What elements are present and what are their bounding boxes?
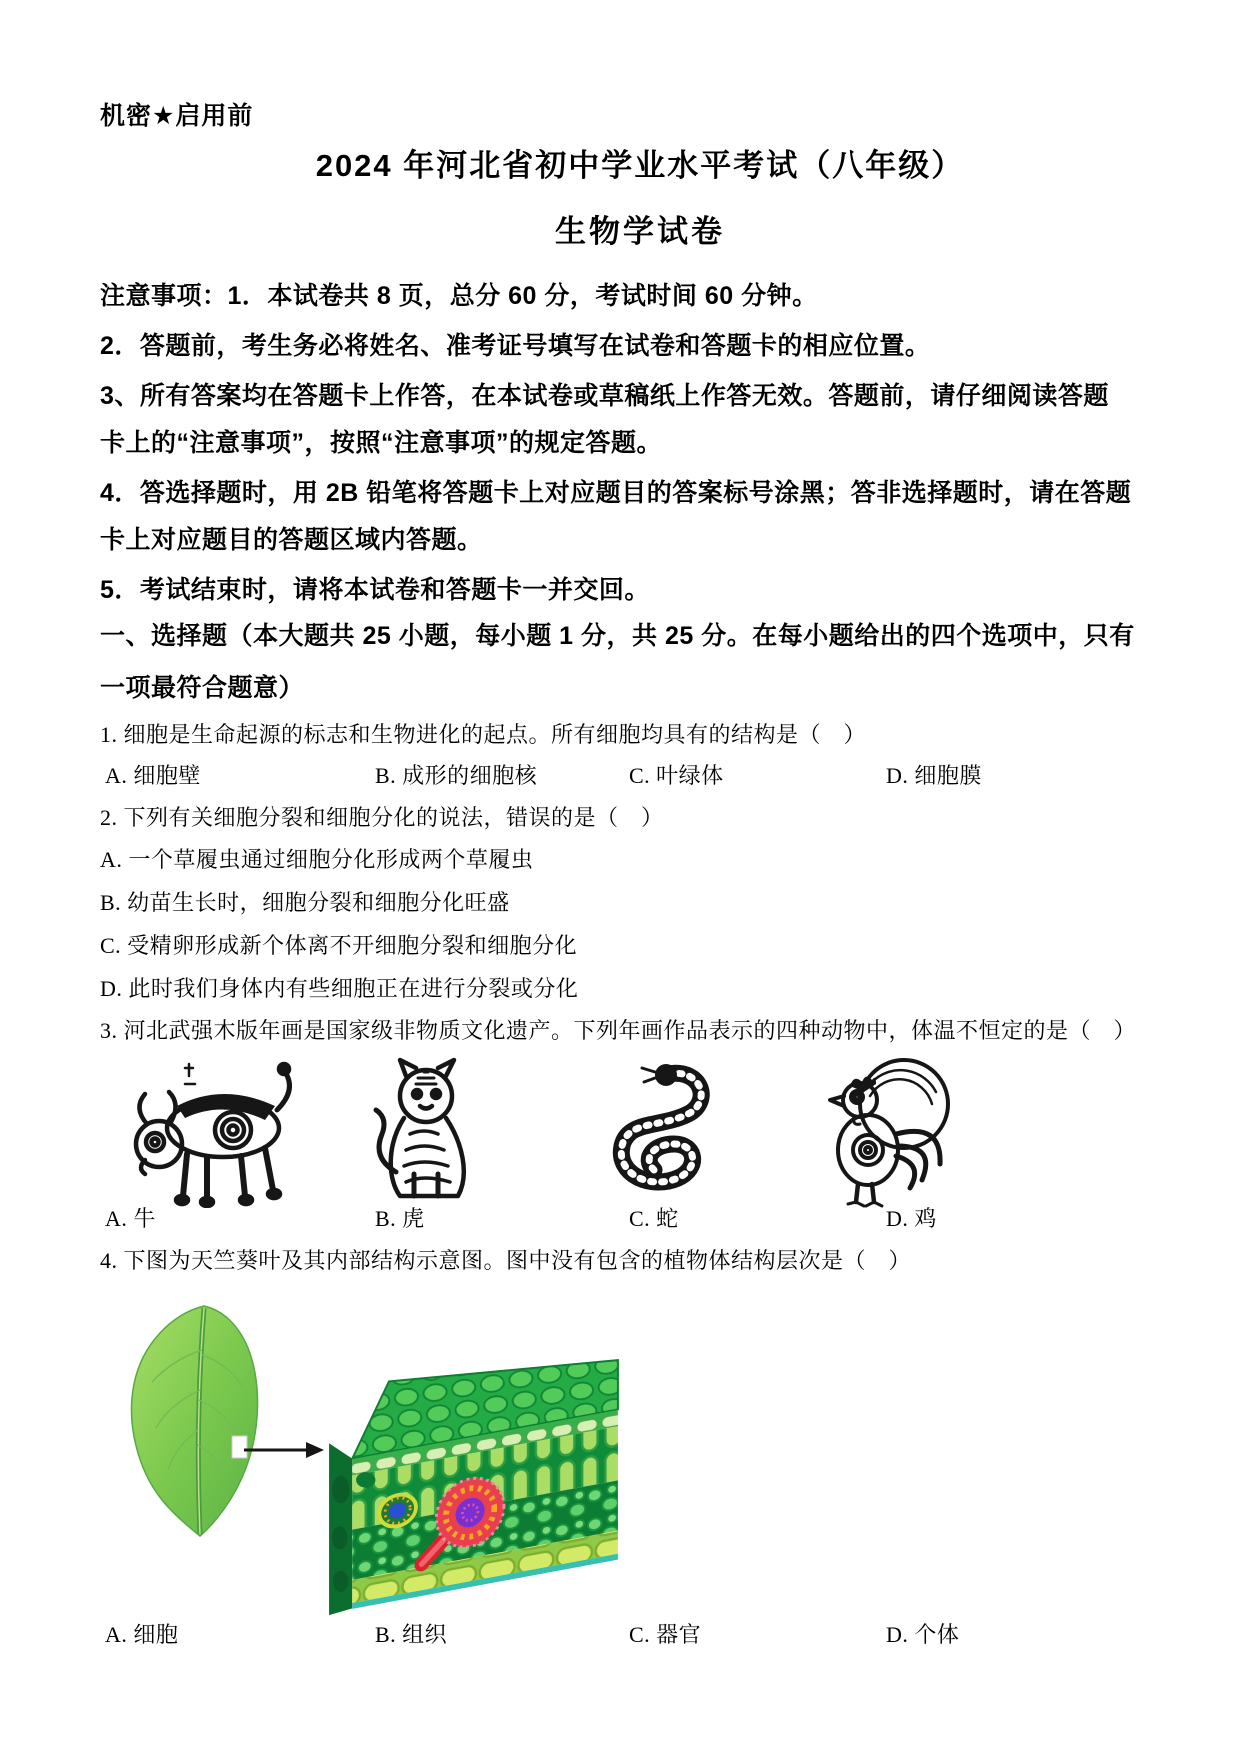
option-c: C. 叶绿体 [629, 763, 724, 788]
option-a: A. 细胞 [105, 1622, 179, 1647]
geranium-leaf-image [112, 1300, 292, 1545]
option-d: D. 细胞膜 [886, 763, 982, 788]
notice-line: 3、所有答案均在答题卡上作答，在本试卷或草稿纸上作答无效。答题前，请仔细阅读答题 [100, 382, 1109, 410]
notice-line: 注意事项：1．本试卷共 8 页，总分 60 分，考试时间 60 分钟。 [100, 282, 818, 310]
arrow-icon [244, 1437, 326, 1463]
ox-woodcut-image [115, 1056, 310, 1208]
notice-line: 卡上的“注意事项”，按照“注意事项”的规定答题。 [100, 429, 663, 457]
option-d: D. 个体 [886, 1622, 960, 1647]
option-a: A. 细胞壁 [105, 763, 201, 788]
option-b: B. 成形的细胞核 [375, 763, 538, 788]
exam-subtitle: 生物学试卷 [555, 214, 725, 249]
notice-line: 4．答选择题时，用 2B 铅笔将答题卡上对应题目的答案标号涂黑；答非选择题时，请在答题 [100, 479, 1132, 507]
security-label: 机密★启用前 [100, 102, 254, 130]
question-3-options [100, 1202, 1180, 1233]
option-b: B. 幼苗生长时，细胞分裂和细胞分化旺盛 [100, 890, 510, 915]
option-d: D. 此时我们身体内有些细胞正在进行分裂或分化 [100, 976, 579, 1001]
question-1-stem: 1. 细胞是生命起源的标志和生物进化的起点。所有细胞均具有的结构是（ ） [100, 722, 867, 747]
option-a: A. 牛 [105, 1206, 156, 1231]
option-a: A. 一个草履虫通过细胞分化形成两个草履虫 [100, 847, 534, 872]
leaf-internal-structure-image [318, 1335, 628, 1620]
section-header-line: 一项最符合题意） [100, 674, 305, 702]
section-header-line: 一、选择题（本大题共 25 小题，每小题 1 分，共 25 分。在每小题给出的四个选项中，只有 [100, 622, 1135, 650]
notice-line: 卡上对应题目的答题区域内答题。 [100, 526, 483, 554]
option-c: C. 器官 [629, 1622, 702, 1647]
option-b: B. 虎 [375, 1206, 425, 1231]
exam-title: 2024 年河北省初中学业水平考试（八年级） [315, 148, 965, 183]
question-3-stem: 3. 河北武强木版年画是国家级非物质文化遗产。下列年画作品表示的四种动物中，体温不恒定的是（ ） [100, 1018, 1137, 1043]
snake-woodcut-image [584, 1058, 716, 1206]
question-4-stem: 4. 下图为天竺葵叶及其内部结构示意图。图中没有包含的植物体结构层次是（ ） [100, 1248, 912, 1273]
option-c: C. 受精卵形成新个体离不开细胞分裂和细胞分化 [100, 933, 578, 958]
question-1-options [100, 759, 1180, 790]
option-d: D. 鸡 [886, 1206, 937, 1231]
question-4-options [100, 1618, 1180, 1649]
question-2-stem: 2. 下列有关细胞分裂和细胞分化的说法，错误的是（ ） [100, 805, 664, 830]
rooster-woodcut-image [812, 1052, 954, 1210]
option-b: B. 组织 [375, 1622, 448, 1647]
tiger-woodcut-image [362, 1054, 484, 1208]
option-c: C. 蛇 [629, 1206, 679, 1231]
notice-line: 2．答题前，考生务必将姓名、准考证号填写在试卷和答题卡的相应位置。 [100, 332, 931, 360]
notice-line: 5．考试结束时，请将本试卷和答题卡一并交回。 [100, 576, 650, 604]
